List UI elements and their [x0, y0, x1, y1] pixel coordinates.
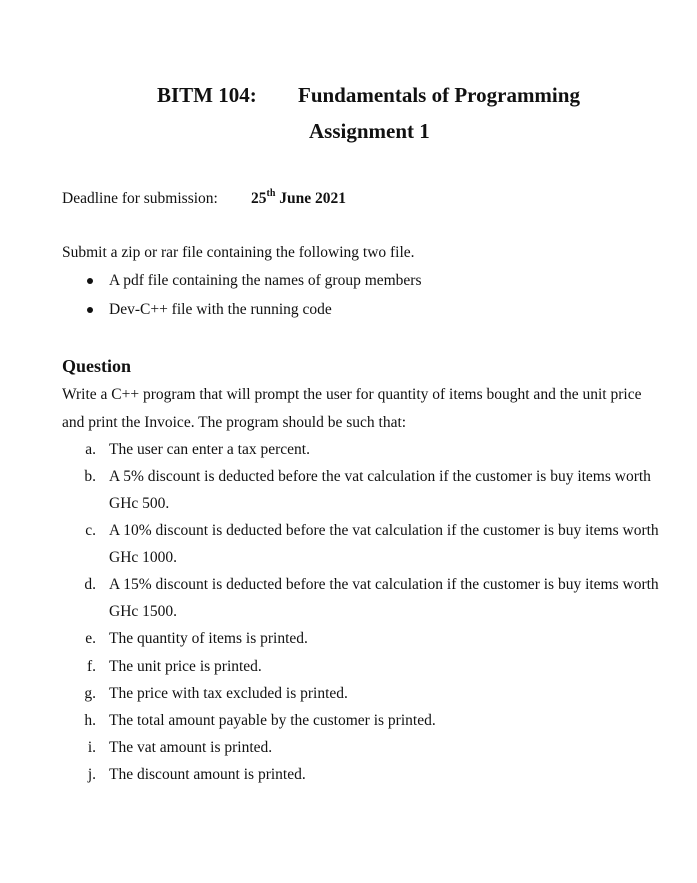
submission-item-text: Dev-C++ file with the running code	[109, 301, 332, 318]
deadline-date	[251, 189, 346, 209]
item-marker: a.	[85, 441, 96, 458]
item-text: A 10% discount is deducted before the vat calculation if the customer is buy items worth	[109, 522, 659, 539]
item-text: The quantity of items is printed.	[109, 630, 308, 647]
deadline-day: 25	[251, 190, 267, 207]
item-text: A 15% discount is deducted before the vat calculation if the customer is buy items worth	[109, 576, 659, 593]
deadline-day-suffix: th	[266, 187, 276, 199]
item-marker: c.	[85, 522, 96, 539]
question-heading: Question	[62, 356, 132, 376]
item-marker: g.	[84, 685, 96, 702]
item-text: The unit price is printed.	[109, 658, 262, 675]
deadline-month-year: June 2021	[279, 190, 347, 207]
item-text: The vat amount is printed.	[109, 739, 273, 756]
item-marker: i.	[87, 739, 96, 756]
item-text-continued: GHc 500.	[109, 495, 170, 512]
item-text: The price with tax excluded is printed.	[109, 685, 348, 702]
item-marker: j.	[87, 766, 96, 783]
item-text-continued: GHc 1000.	[109, 549, 178, 566]
submission-intro: Submit a zip or rar file containing the following two file.	[62, 244, 415, 261]
course-title: Fundamentals of Programming	[298, 83, 580, 107]
bullet-icon	[87, 278, 93, 284]
item-marker: d.	[84, 576, 96, 593]
assignment-title: Assignment 1	[309, 119, 430, 143]
question-line-1: Write a C++ program that will prompt the user for quantity of items bought and the unit price	[62, 386, 642, 403]
item-marker: f.	[86, 658, 96, 675]
course-code: BITM 104:	[157, 83, 257, 107]
item-marker: e.	[85, 630, 96, 647]
submission-item-text: A pdf file containing the names of group members	[109, 272, 422, 289]
item-text-continued: GHc 1500.	[109, 603, 178, 620]
item-text: The discount amount is printed.	[109, 766, 306, 783]
item-text: The user can enter a tax percent.	[109, 441, 310, 458]
item-marker: h.	[84, 712, 96, 729]
item-text: A 5% discount is deducted before the vat calculation if the customer is buy items worth	[109, 468, 651, 485]
item-text: The total amount payable by the customer is printed.	[109, 712, 436, 729]
item-marker: b.	[84, 468, 96, 485]
bullet-icon	[87, 307, 93, 313]
question-line-2: and print the Invoice. The program should be such that:	[62, 414, 407, 431]
deadline-label: Deadline for submission:	[62, 190, 218, 207]
